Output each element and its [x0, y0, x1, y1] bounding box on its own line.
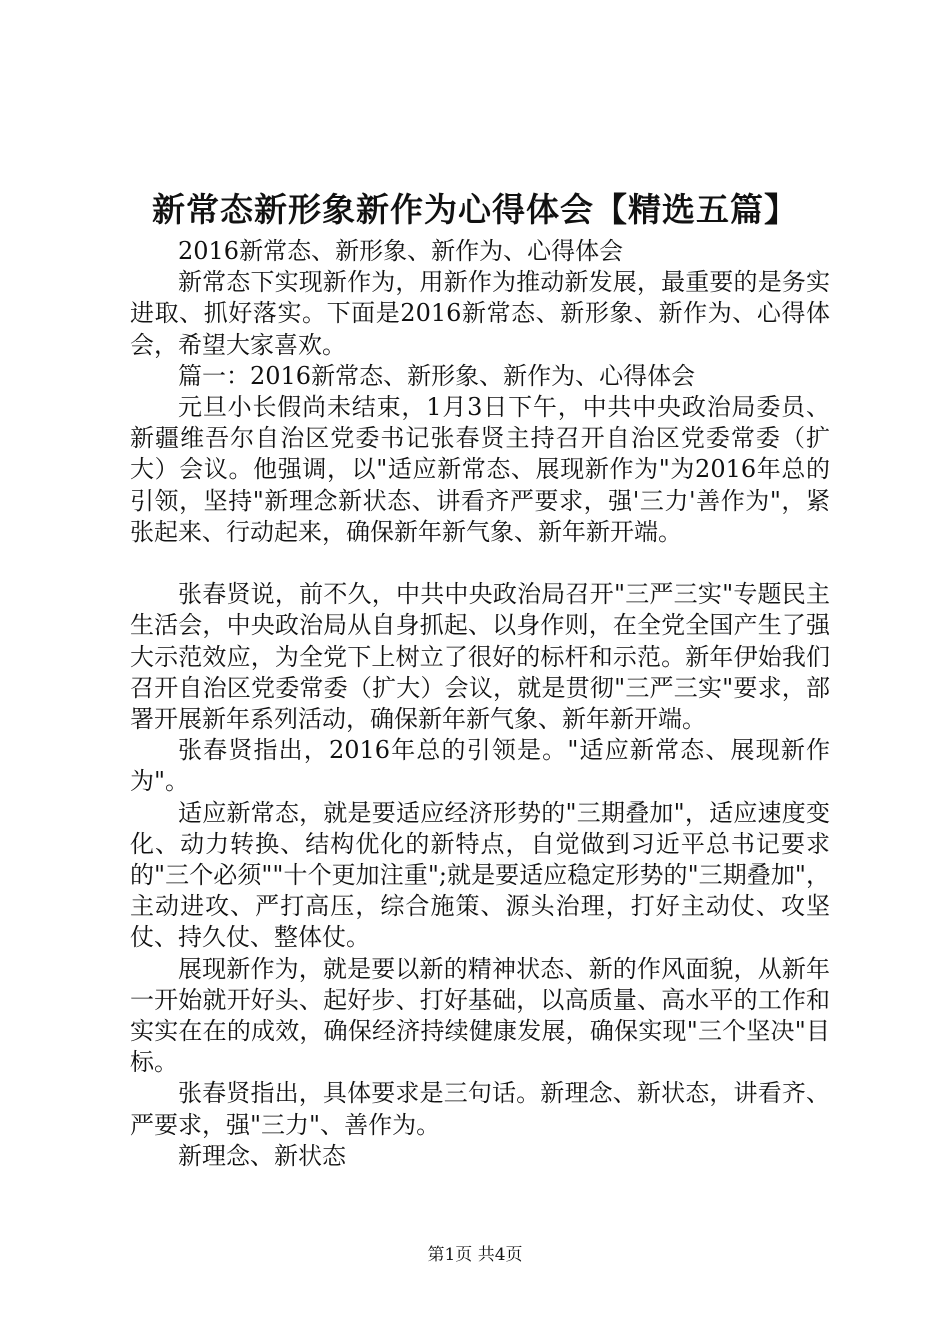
paragraph: 篇一：2016新常态、新形象、新作为、心得体会: [178, 361, 696, 390]
blank-line: [130, 548, 830, 579]
paragraph: 张春贤指出，具体要求是三句话。新理念、新状态，讲看齐、严要求，强"三力"、善作为。: [130, 1079, 830, 1139]
paragraph: 新理念、新状态: [178, 1141, 346, 1170]
paragraph: 元旦小长假尚未结束，1月3日下午，中共中央政治局委员、新疆维吾尔自治区党委书记张春贤主持召开自治区党委常委（扩大）会议。他强调，以"适应新常态、展现新作为"为2016年总的引领，坚持"新理念新状态、讲看齐严要求，强'三力'善作为"，紧张起来、行动起来，确保新年新气象、新年新开端。: [130, 393, 830, 546]
paragraph: 2016新常态、新形象、新作为、心得体会: [178, 237, 624, 265]
document-body: [130, 236, 830, 1172]
paragraph: 适应新常态，就是要适应经济形势的"三期叠加"，适应速度变化、动力转换、结构优化的新特点，自觉做到习近平总书记要求的"三个必须""十个更加注重";就是要适应稳定形势的"三期叠加"，主动进攻、严打高压，综合施策、源头治理，打好主动仗、攻坚仗、持久仗、整体仗。: [130, 798, 830, 952]
document-title: 新常态新形象新作为心得体会【精选五篇】: [152, 190, 798, 229]
paragraph: 新常态下实现新作为，用新作为推动新发展，最重要的是务实进取、抓好落实。下面是2016新常态、新形象、新作为、心得体会，希望大家喜欢。: [130, 268, 830, 359]
paragraph: 展现新作为，就是要以新的精神状态、新的作风面貌，从新年一开始就开好头、起好步、打好基础，以高质量、高水平的工作和实实在在的成效，确保经济持续健康发展，确保实现"三个坚决"目标。: [130, 954, 830, 1077]
page-footer: 第1页 共4页: [427, 1245, 523, 1265]
paragraph: 张春贤指出，2016年总的引领是。"适应新常态、展现新作为"。: [130, 736, 830, 796]
paragraph: 张春贤说，前不久，中共中央政治局召开"三严三实"专题民主生活会，中央政治局从自身抓起、以身作则，在全党全国产生了强大示范效应，为全党下上树立了很好的标杆和示范。新年伊始我们召开自治区党委常委（扩大）会议，就是贯彻"三严三实"要求，部署开展新年系列活动，确保新年新气象、新年新开端。: [130, 580, 830, 734]
